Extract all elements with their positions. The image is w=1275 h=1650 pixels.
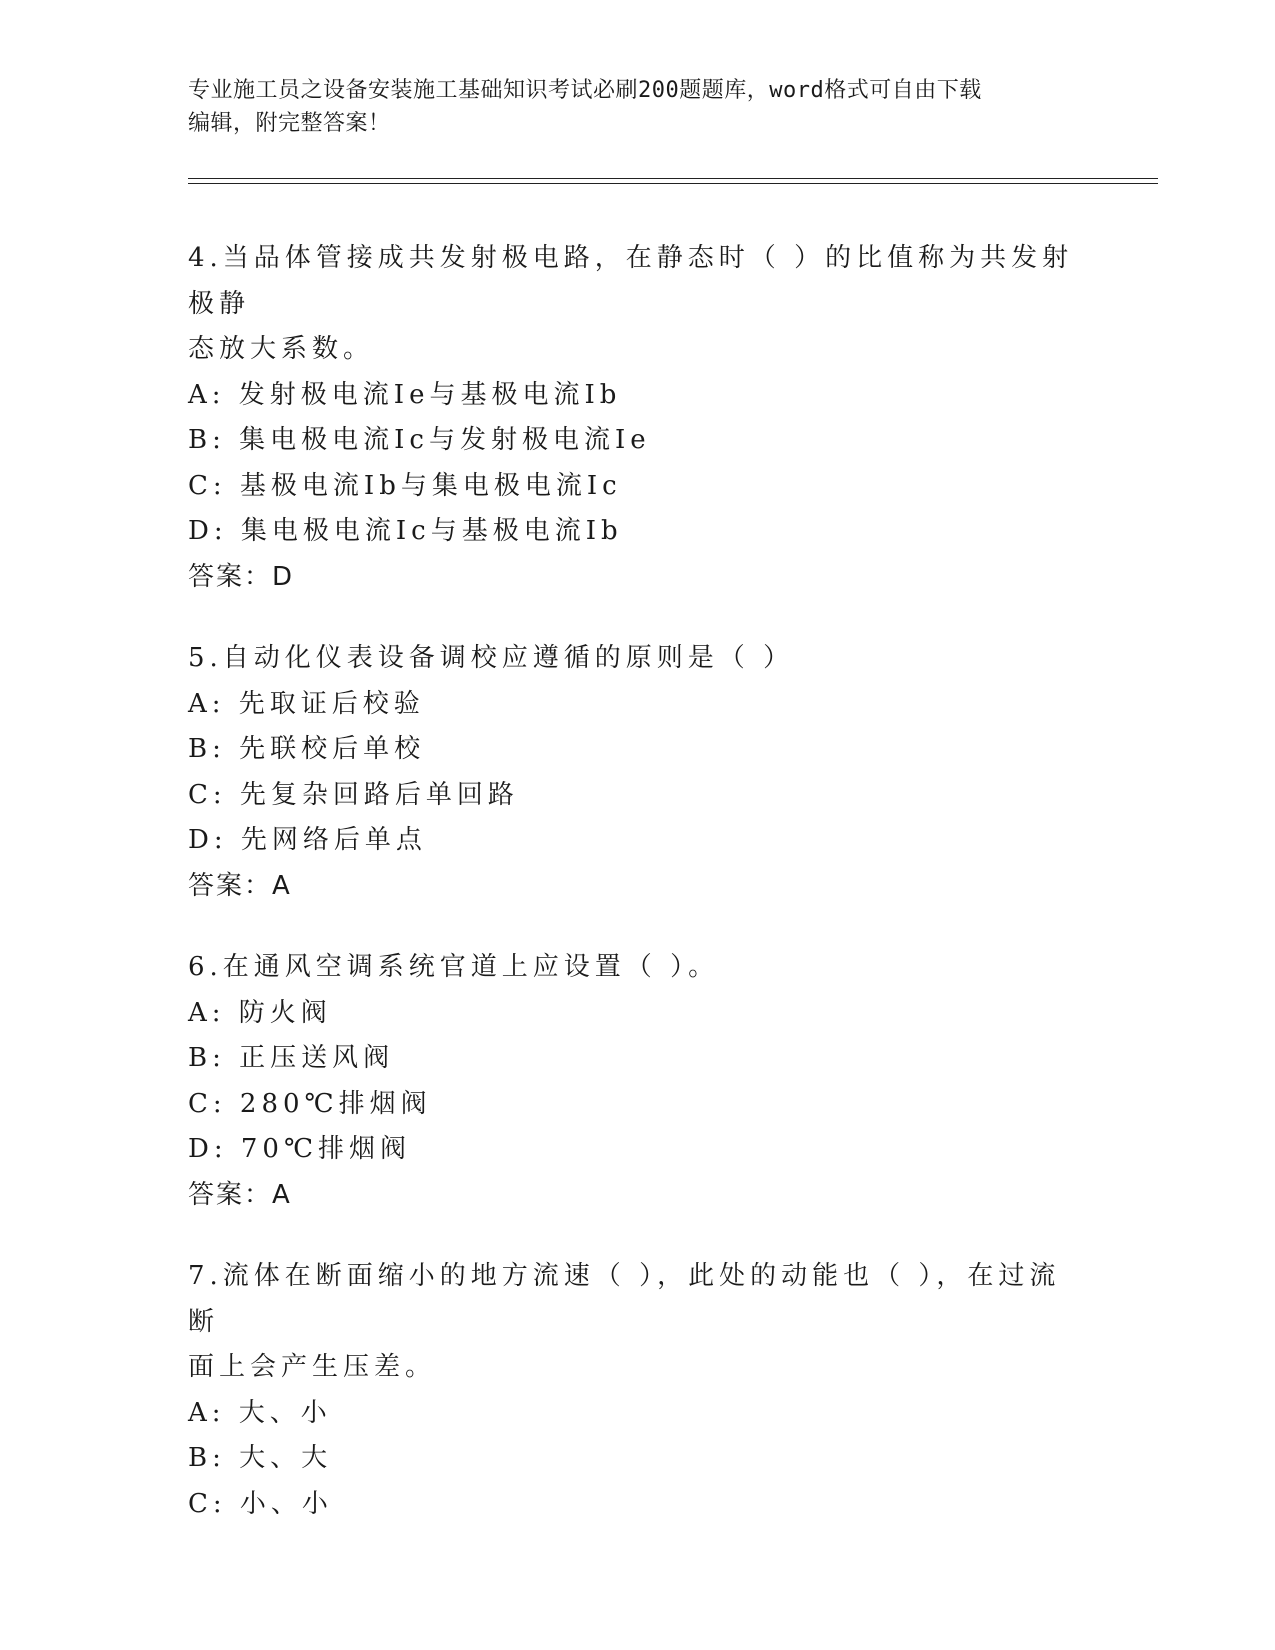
- option-c: C: 先复杂回路后单回路: [188, 779, 519, 810]
- question-stem-line-1: 5.自动化仪表设备调校应遵循的原则是（ ）: [188, 643, 795, 673]
- option-b: B: 大、大: [188, 1443, 333, 1473]
- header-title-line-2: 编辑，附完整答案！: [188, 111, 391, 136]
- answer-line: 答案：A: [188, 870, 292, 901]
- option-a: A: 防火阀: [188, 997, 332, 1028]
- question-stem: [188, 1254, 1088, 1391]
- question-stem-line-2: 态放大系数。: [188, 334, 375, 364]
- header-title-line-1: 专业施工员之设备安装施工基础知识考试必刷200题题库，word格式可自由下载: [188, 78, 982, 103]
- option-a: A: 发射极电流Ie与基极电流Ib: [188, 379, 622, 410]
- header-divider-bottom: [188, 183, 1158, 184]
- question-list: [188, 236, 1088, 1563]
- question-4: [188, 236, 1088, 600]
- option-d: D: 70℃排烟阀: [188, 1134, 412, 1164]
- question-stem-line-1: 7.流体在断面缩小的地方流速（ ），此处的动能也（ ），在过流断: [188, 1261, 1061, 1337]
- question-stem-line-1: 4.当品体管接成共发射极电路，在静态时（ ）的比值称为共发射极静: [188, 243, 1074, 319]
- question-stem-line-1: 6.在通风空调系统官道上应设置（ ）。: [188, 952, 720, 982]
- question-5: [188, 636, 1088, 909]
- answer-line: 答案：D: [188, 561, 295, 592]
- question-7: [188, 1254, 1088, 1527]
- option-c: C: 280℃排烟阀: [188, 1088, 432, 1119]
- option-d: D: 先网络后单点: [188, 825, 427, 855]
- option-a: A: 大、小: [188, 1397, 332, 1428]
- option-b: B: 集电极电流Ic与发射极电流Ie: [188, 425, 651, 455]
- question-stem-line-2: 面上会产生压差。: [188, 1352, 437, 1382]
- option-c: C: 小、小: [188, 1488, 333, 1519]
- question-stem: [188, 945, 1088, 991]
- option-d: D: 集电极电流Ic与基极电流Ib: [188, 516, 623, 546]
- header-divider-top: [188, 178, 1158, 179]
- option-c: C: 基极电流Ib与集电极电流Ic: [188, 470, 622, 501]
- answer-line: 答案：A: [188, 1179, 292, 1210]
- question-stem: [188, 236, 1088, 373]
- question-6: [188, 945, 1088, 1218]
- option-b: B: 先联校后单校: [188, 734, 426, 764]
- option-b: B: 正压送风阀: [188, 1043, 395, 1073]
- option-a: A: 先取证后校验: [188, 688, 425, 719]
- question-stem: [188, 636, 1088, 682]
- document-header: [188, 74, 1068, 140]
